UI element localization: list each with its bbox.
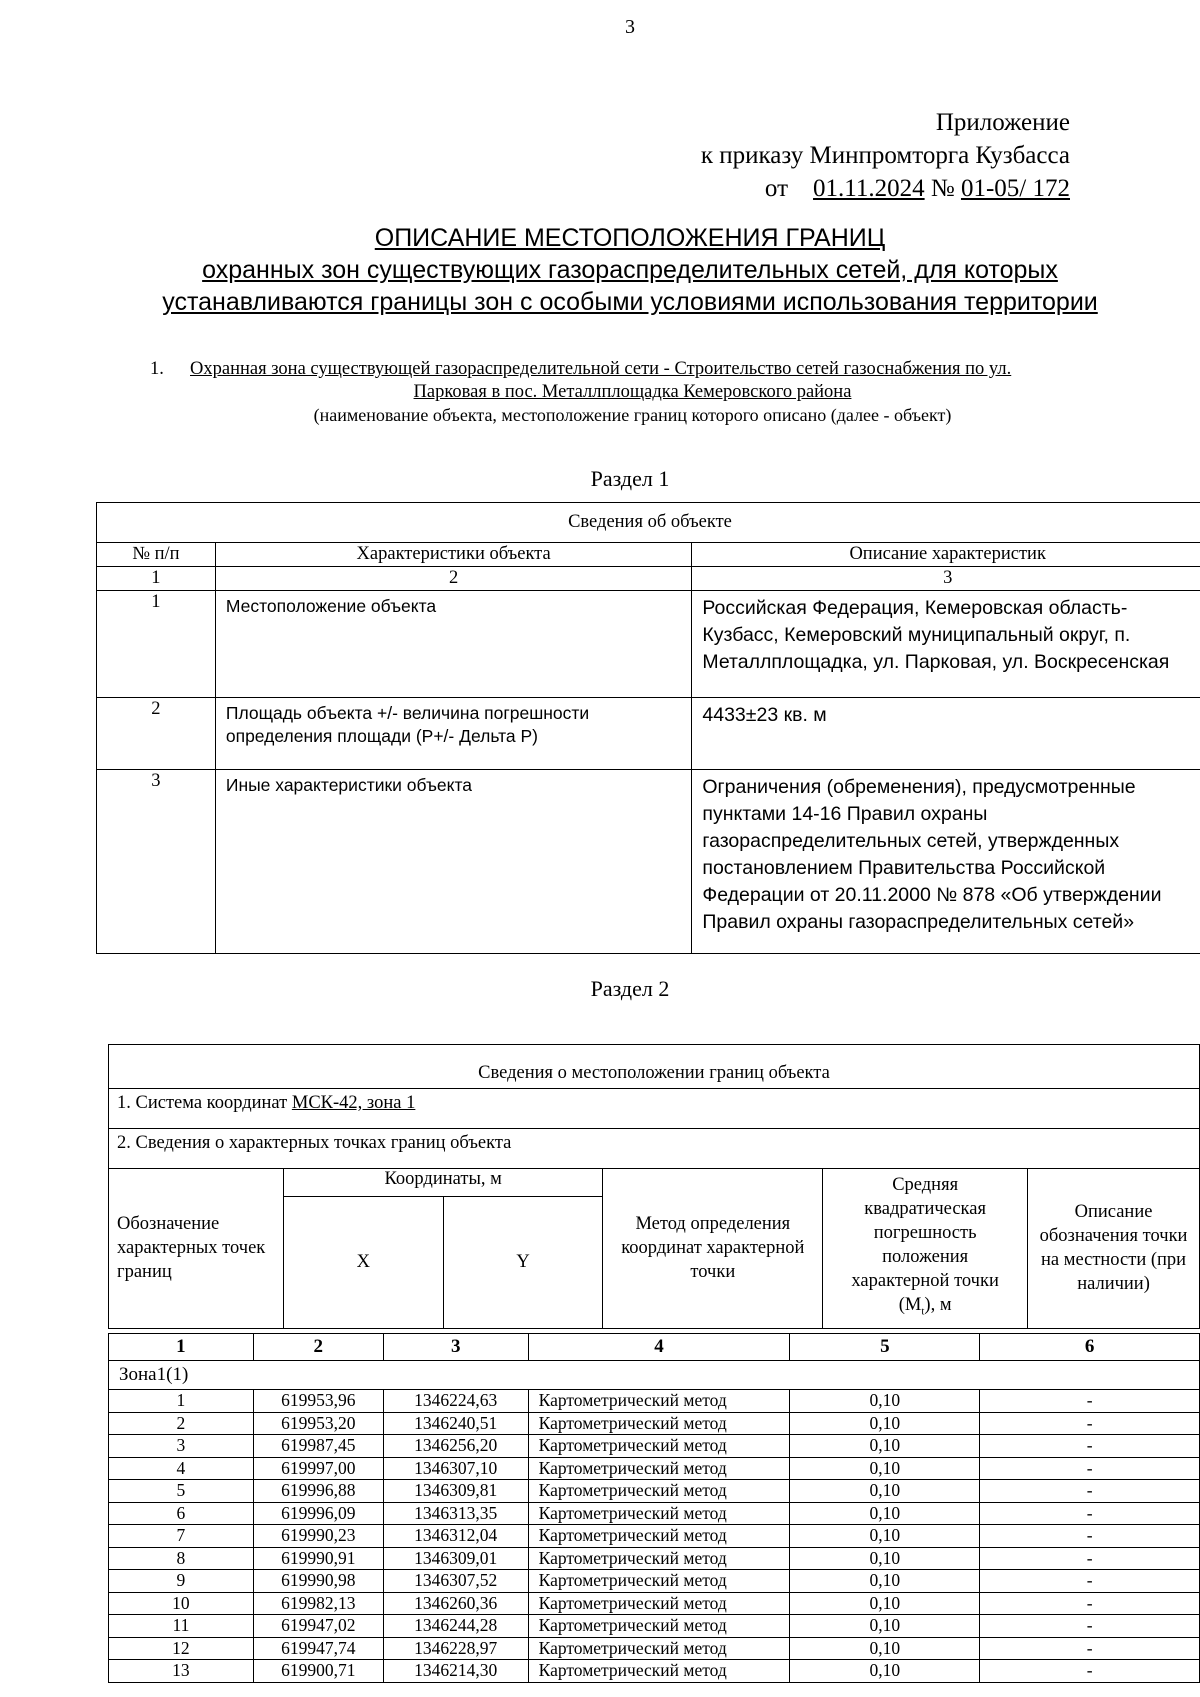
- point-x: 619953,20: [253, 1412, 383, 1435]
- point-number: 9: [109, 1570, 254, 1593]
- point-x: 619997,00: [253, 1457, 383, 1480]
- boundary-table-title: Сведения о местоположении границ объекта: [109, 1045, 1200, 1089]
- row-description: 4433±23 кв. м: [692, 698, 1200, 770]
- title-line3: устанавливаются границы зон с особыми условиями использования территории: [162, 288, 1098, 316]
- coord-system-prefix: 1. Система координат: [117, 1093, 288, 1113]
- row-number: 3: [97, 770, 216, 954]
- point-error: 0,10: [790, 1412, 980, 1435]
- point-error: 0,10: [790, 1480, 980, 1503]
- table-row: [109, 1502, 1200, 1525]
- table-row: [109, 1615, 1200, 1638]
- point-error: 0,10: [790, 1525, 980, 1548]
- point-y: 1346307,10: [383, 1457, 528, 1480]
- point-number: 4: [109, 1457, 254, 1480]
- col-number-cell: 6: [980, 1334, 1200, 1361]
- point-x: 619990,23: [253, 1525, 383, 1548]
- point-number: 12: [109, 1637, 254, 1660]
- point-method: Картометрический метод: [528, 1637, 790, 1660]
- table-row: [109, 1480, 1200, 1503]
- object-heading: [150, 358, 1115, 427]
- col-number-cell: 5: [790, 1334, 980, 1361]
- point-x: 619982,13: [253, 1592, 383, 1615]
- point-x: 619953,96: [253, 1390, 383, 1413]
- point-description: -: [980, 1480, 1200, 1503]
- point-error: 0,10: [790, 1547, 980, 1570]
- coord-system-value: МСК-42, зона 1: [291, 1093, 416, 1113]
- point-method: Картометрический метод: [528, 1615, 790, 1638]
- section1-title: Раздел 1: [590, 466, 670, 491]
- title-line2: охранных зон существующих газораспределительных сетей, для которых: [202, 256, 1058, 284]
- point-x: 619996,88: [253, 1480, 383, 1503]
- point-number: 13: [109, 1660, 254, 1683]
- point-x: 619996,09: [253, 1502, 383, 1525]
- point-number: 11: [109, 1615, 254, 1638]
- header-method: Метод определения координат характерной точки: [603, 1169, 823, 1329]
- points-table: [108, 1333, 1200, 1683]
- table-row: [109, 1390, 1200, 1413]
- row-characteristic: Площадь объекта +/- величина погрешности определения площади (P+/- Дельта P): [215, 698, 692, 770]
- point-method: Картометрический метод: [528, 1390, 790, 1413]
- point-y: 1346228,97: [383, 1637, 528, 1660]
- object-number: 1.: [150, 359, 164, 379]
- point-error: 0,10: [790, 1435, 980, 1458]
- col-number-cell: 2: [215, 567, 692, 591]
- document-title: [0, 222, 1200, 318]
- table-row: [109, 1412, 1200, 1435]
- points-body: [109, 1390, 1200, 1683]
- point-x: 619990,91: [253, 1547, 383, 1570]
- point-error: 0,10: [790, 1390, 980, 1413]
- point-number: 10: [109, 1592, 254, 1615]
- header-x: X: [283, 1196, 443, 1328]
- header-error-text: Средняя квадратическая погрешность положения характерной точки (M: [851, 1175, 999, 1315]
- point-number: 8: [109, 1547, 254, 1570]
- table-row: [109, 1570, 1200, 1593]
- object-name-line1: Охранная зона существующей газораспределительной сети - Строительство сетей газоснабжения по ул.: [190, 359, 1012, 379]
- col-number-cell: 1: [97, 567, 216, 591]
- point-number: 5: [109, 1480, 254, 1503]
- header-error: [823, 1169, 1028, 1329]
- header-cell: № п/п: [97, 543, 216, 567]
- appendix-line2: к приказу Минпромторга Кузбасса: [700, 142, 1070, 169]
- object-info-table-title: Сведения об объекте: [97, 503, 1200, 543]
- col-number-cell: 3: [692, 567, 1200, 591]
- col-number-cell: 3: [383, 1334, 528, 1361]
- point-error: 0,10: [790, 1457, 980, 1480]
- point-x: 619947,02: [253, 1615, 383, 1638]
- row-number: 1: [97, 591, 216, 698]
- header-y: Y: [443, 1196, 603, 1328]
- point-number: 7: [109, 1525, 254, 1548]
- point-description: -: [980, 1615, 1200, 1638]
- points-title: 2. Сведения о характерных точках границ объекта: [109, 1129, 1200, 1169]
- object-info-table: [96, 502, 1200, 954]
- point-description: -: [980, 1435, 1200, 1458]
- point-error: 0,10: [790, 1502, 980, 1525]
- header-designation: Обозначение характерных точек границ: [109, 1169, 284, 1329]
- section2-title: Раздел 2: [590, 976, 670, 1001]
- point-y: 1346256,20: [383, 1435, 528, 1458]
- point-y: 1346244,28: [383, 1615, 528, 1638]
- appendix-date: 01.11.2024: [813, 175, 925, 202]
- point-description: -: [980, 1592, 1200, 1615]
- point-method: Картометрический метод: [528, 1660, 790, 1683]
- point-y: 1346309,81: [383, 1480, 528, 1503]
- point-error: 0,10: [790, 1592, 980, 1615]
- row-characteristic: Иные характеристики объекта: [215, 770, 692, 954]
- table-row: [97, 698, 1200, 770]
- point-description: -: [980, 1457, 1200, 1480]
- point-description: -: [980, 1525, 1200, 1548]
- col-number-cell: 1: [109, 1334, 254, 1361]
- zone-label: Зона1(1): [109, 1361, 1200, 1390]
- point-y: 1346260,36: [383, 1592, 528, 1615]
- point-y: 1346307,52: [383, 1570, 528, 1593]
- col-number-cell: 2: [253, 1334, 383, 1361]
- table-row: [109, 1547, 1200, 1570]
- row-number: 2: [97, 698, 216, 770]
- page-number: 3: [625, 16, 635, 38]
- point-y: 1346309,01: [383, 1547, 528, 1570]
- table-row: [109, 1637, 1200, 1660]
- table-row: [97, 770, 1200, 954]
- table-row: [109, 1660, 1200, 1683]
- point-x: 619990,98: [253, 1570, 383, 1593]
- point-y: 1346214,30: [383, 1660, 528, 1683]
- table-row: [109, 1457, 1200, 1480]
- point-y: 1346313,35: [383, 1502, 528, 1525]
- point-error: 0,10: [790, 1570, 980, 1593]
- object-note: (наименование объекта, местоположение границ которого описано (далее - объект): [313, 405, 952, 425]
- point-method: Картометрический метод: [528, 1592, 790, 1615]
- row-characteristic: Местоположение объекта: [215, 591, 692, 698]
- point-description: -: [980, 1570, 1200, 1593]
- point-number: 2: [109, 1412, 254, 1435]
- point-x: 619900,71: [253, 1660, 383, 1683]
- coord-system: [109, 1089, 1200, 1129]
- appendix-from: от: [764, 175, 789, 202]
- header-error-sub: t: [921, 1305, 925, 1318]
- point-y: 1346224,63: [383, 1390, 528, 1413]
- header-cell: Описание характеристик: [692, 543, 1200, 567]
- point-number: 1: [109, 1390, 254, 1413]
- point-description: -: [980, 1390, 1200, 1413]
- point-error: 0,10: [790, 1637, 980, 1660]
- point-description: -: [980, 1660, 1200, 1683]
- point-y: 1346312,04: [383, 1525, 528, 1548]
- header-error-unit: ), м: [924, 1295, 952, 1315]
- row-description: Российская Федерация, Кемеровская область-Кузбасс, Кемеровский муниципальный округ, п. Металлплощадка, ул. Парковая, ул. Воскресенская: [692, 591, 1200, 698]
- header-coords: Координаты, м: [283, 1169, 603, 1197]
- point-number: 6: [109, 1502, 254, 1525]
- point-method: Картометрический метод: [528, 1480, 790, 1503]
- table-row: [109, 1435, 1200, 1458]
- object-name-line2: Парковая в пос. Металлплощадка Кемеровского района: [413, 382, 852, 402]
- appendix-date-line: [701, 172, 1070, 205]
- point-x: 619947,74: [253, 1637, 383, 1660]
- col-number-cell: 4: [528, 1334, 790, 1361]
- point-error: 0,10: [790, 1660, 980, 1683]
- point-description: -: [980, 1412, 1200, 1435]
- appendix-line1: Приложение: [935, 109, 1070, 136]
- point-method: Картометрический метод: [528, 1412, 790, 1435]
- boundary-info-table: [108, 1044, 1200, 1329]
- point-description: -: [980, 1547, 1200, 1570]
- table-row: [97, 591, 1200, 698]
- header-description: Описание обозначения точки на местности (при наличии): [1028, 1169, 1200, 1329]
- point-method: Картометрический метод: [528, 1502, 790, 1525]
- point-method: Картометрический метод: [528, 1570, 790, 1593]
- point-description: -: [980, 1502, 1200, 1525]
- appendix-number: 01-05/ 172: [960, 175, 1070, 202]
- point-description: -: [980, 1637, 1200, 1660]
- point-method: Картометрический метод: [528, 1457, 790, 1480]
- table-row: [109, 1525, 1200, 1548]
- table-row: [109, 1592, 1200, 1615]
- point-y: 1346240,51: [383, 1412, 528, 1435]
- point-method: Картометрический метод: [528, 1525, 790, 1548]
- point-method: Картометрический метод: [528, 1435, 790, 1458]
- title-line1: ОПИСАНИЕ МЕСТОПОЛОЖЕНИЯ ГРАНИЦ: [374, 224, 886, 252]
- appendix-block: [701, 106, 1070, 205]
- point-number: 3: [109, 1435, 254, 1458]
- point-x: 619987,45: [253, 1435, 383, 1458]
- row-description: Ограничения (обременения), предусмотренные пунктами 14-16 Правил охраны газораспределительных сетей, утвержденных постановлением Правительства Российской Федерации от 20.11.2000 № 878 «Об утверждении Правил охраны газораспределительных сетей»: [692, 770, 1200, 954]
- point-method: Картометрический метод: [528, 1547, 790, 1570]
- appendix-number-sign: №: [930, 175, 955, 202]
- header-cell: Характеристики объекта: [215, 543, 692, 567]
- point-error: 0,10: [790, 1615, 980, 1638]
